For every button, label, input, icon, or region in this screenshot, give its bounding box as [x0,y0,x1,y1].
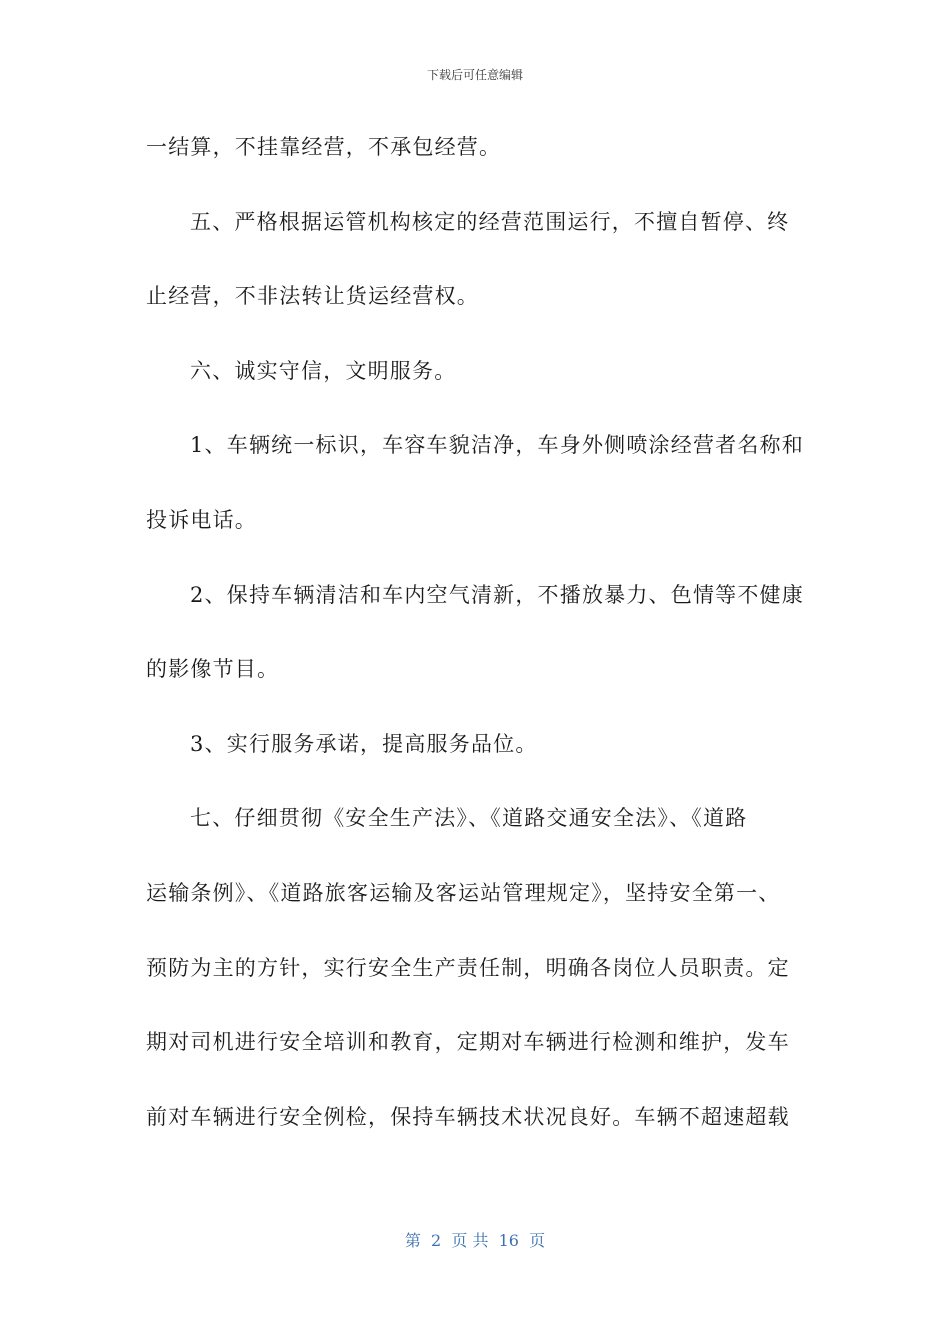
text-line: 六、诚实守信，文明服务。 [190,358,457,383]
text-line: 期对司机进行安全培训和教育，定期对车辆进行检测和维护，发车 [146,1030,790,1055]
text-line: 止经营，不非法转让货运经营权。 [146,284,479,309]
page-number: 第 2 页 共 16 页 [404,1231,546,1250]
text-line: 2、保持车辆清洁和车内空气清新，不播放暴力、色情等不健康 [190,582,804,607]
text-line: 预防为主的方针，实行安全生产责任制，明确各岗位人员职责。定 [146,955,790,980]
text-line: 运输条例》、《道路旅客运输及客运站管理规定》，坚持安全第一、 [146,880,781,905]
document-body [146,125,812,1169]
text-line: 1、车辆统一标识，车容车貌洁净，车身外侧喷涂经营者名称和 [190,433,804,458]
text-line: 投诉电话。 [146,507,257,532]
text-line: 七、仔细贯彻《安全生产法》、《道路交通安全法》、《道路 [190,806,748,831]
text-line: 一结算，不挂靠经营，不承包经营。 [146,135,502,159]
page-header-note: 下载后可任意编辑 [426,68,523,82]
text-line: 前对车辆进行安全例检，保持车辆技术状况良好。车辆不超速超载 [146,1104,790,1129]
text-line: 五、严格根据运管机构核定的经营范围运行，不擅自暂停、终 [190,209,790,234]
text-line: 3、实行服务承诺，提高服务品位。 [190,731,538,756]
text-line: 的影像节目。 [146,657,280,682]
